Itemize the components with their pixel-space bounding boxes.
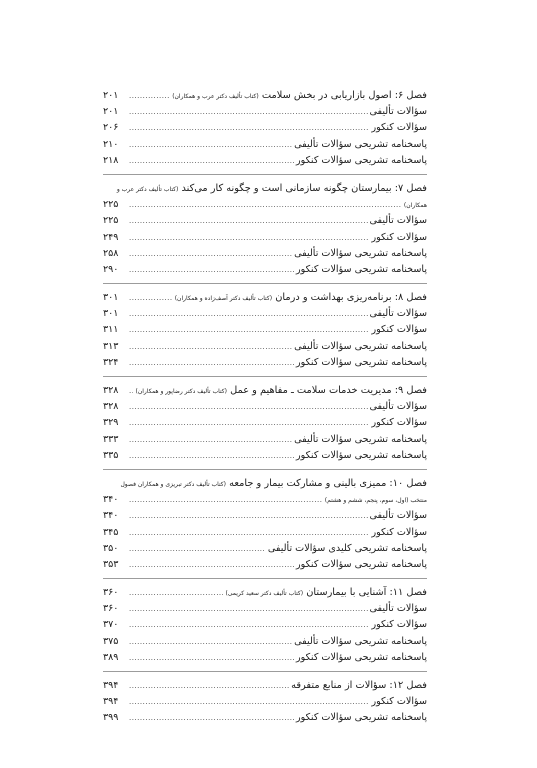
dot-leader bbox=[129, 525, 369, 541]
chapter-ch9 bbox=[103, 376, 427, 469]
toc-entry[interactable] bbox=[103, 617, 427, 633]
chapter-title-text: فصل ۶: اصول بازاریابی در بخش سلامت bbox=[261, 90, 427, 101]
toc-entry[interactable] bbox=[103, 432, 427, 448]
toc-entry[interactable] bbox=[103, 541, 427, 557]
chapter-source-note: (کتاب تألیف دکتر تبریزی و همکاران فصول bbox=[120, 480, 227, 488]
toc-entry[interactable] bbox=[103, 322, 427, 338]
chapter-title-text: فصل ۷: بیمارستان چگونه سازمانی است و چگونه کار می‌کند bbox=[181, 182, 427, 194]
page-number: ۳۰۱ bbox=[103, 308, 119, 320]
toc-entry[interactable] bbox=[103, 694, 427, 710]
chapter-title-text: فصل ۹: مدیریت خدمات سلامت ـ مفاهیم و عمل bbox=[230, 385, 427, 396]
page-number: ۲۱۰ bbox=[103, 138, 119, 150]
toc-entry-label: پاسخنامه تشریحی سؤالات تألیفی bbox=[294, 433, 427, 445]
toc-entry[interactable] bbox=[103, 120, 427, 136]
page-number: ۳۰۱ bbox=[103, 292, 119, 304]
page-number: ۳۳۳ bbox=[103, 433, 119, 445]
dot-leader bbox=[129, 678, 289, 694]
chapter-title-line[interactable] bbox=[103, 181, 427, 197]
dot-leader bbox=[129, 153, 294, 169]
chapter-title-line[interactable] bbox=[103, 88, 427, 104]
page-number: ۳۷۵ bbox=[103, 635, 119, 647]
page-number: ۲۰۱ bbox=[103, 106, 119, 118]
toc-entry[interactable] bbox=[103, 230, 427, 246]
toc-entry-label: سؤالات کنکور bbox=[371, 122, 427, 134]
chapter-title-continuation-line[interactable] bbox=[103, 492, 427, 508]
toc-entry-label: سؤالات تألیفی bbox=[369, 308, 427, 320]
dot-leader bbox=[129, 88, 170, 104]
toc-entry-label: پاسخنامه تشریحی سؤالات کنکور bbox=[296, 449, 427, 461]
toc-entry[interactable] bbox=[103, 601, 427, 617]
toc-entry-label: پاسخنامه تشریحی کلیدی سؤالات تألیفی bbox=[267, 542, 427, 554]
toc-entry[interactable] bbox=[103, 213, 427, 229]
page-number: ۳۴۵ bbox=[103, 526, 119, 538]
dot-leader bbox=[129, 650, 294, 666]
dot-leader bbox=[129, 399, 368, 415]
dot-leader bbox=[129, 601, 368, 617]
page-number: ۳۵۰ bbox=[103, 542, 119, 554]
page-number: ۲۲۵ bbox=[103, 215, 119, 227]
toc-entry[interactable] bbox=[103, 399, 427, 415]
toc-entry[interactable] bbox=[103, 137, 427, 153]
dot-leader bbox=[129, 104, 368, 120]
dot-leader bbox=[129, 197, 402, 213]
chapter-source-note-continuation: منتخب (اول، سوم، پنجم، ششم و هشتم) bbox=[324, 497, 427, 505]
chapter-ch10 bbox=[103, 469, 427, 578]
toc-entry-label: پاسخنامه تشریحی سؤالات تألیفی bbox=[294, 247, 427, 259]
page-number: ۳۵۳ bbox=[103, 558, 119, 570]
chapter-title bbox=[225, 585, 427, 601]
dot-leader bbox=[129, 339, 292, 355]
page-number: ۳۶۰ bbox=[103, 587, 119, 599]
table-of-contents bbox=[103, 88, 427, 732]
page-number: ۳۹۴ bbox=[103, 680, 119, 691]
dot-leader bbox=[129, 230, 369, 246]
page-number: ۳۴۰ bbox=[103, 510, 119, 522]
toc-entry[interactable] bbox=[103, 525, 427, 541]
toc-entry-label: سؤالات کنکور bbox=[371, 619, 427, 631]
toc-entry-label: سؤالات تألیفی bbox=[369, 401, 427, 413]
page-number: ۳۳۵ bbox=[103, 449, 119, 461]
toc-entry[interactable] bbox=[103, 448, 427, 464]
dot-leader bbox=[129, 617, 369, 633]
toc-entry[interactable] bbox=[103, 246, 427, 262]
toc-entry-label: سؤالات کنکور bbox=[371, 526, 427, 538]
dot-leader bbox=[129, 541, 266, 557]
dot-leader bbox=[129, 432, 292, 448]
chapter-ch7 bbox=[103, 174, 427, 283]
page-number: ۳۹۴ bbox=[103, 696, 119, 708]
page-number: ۳۱۳ bbox=[103, 340, 119, 352]
dot-leader bbox=[129, 262, 294, 278]
chapter-title-line[interactable] bbox=[103, 383, 427, 399]
toc-entry-label: پاسخنامه تشریحی سؤالات کنکور bbox=[296, 356, 427, 368]
toc-entry[interactable] bbox=[103, 339, 427, 355]
chapter-title-line[interactable] bbox=[103, 290, 427, 306]
page-number: ۳۸۹ bbox=[103, 651, 119, 663]
dot-leader bbox=[129, 448, 294, 464]
toc-entry-label: سؤالات تألیفی bbox=[369, 106, 427, 118]
page-number: ۳۲۸ bbox=[103, 385, 119, 396]
toc-entry[interactable] bbox=[103, 634, 427, 650]
dot-leader bbox=[129, 710, 294, 726]
toc-entry-label: پاسخنامه تشریحی سؤالات کنکور bbox=[296, 263, 427, 275]
page-number: ۳۲۴ bbox=[103, 356, 119, 368]
chapter-ch8 bbox=[103, 283, 427, 376]
page-number: ۳۲۹ bbox=[103, 417, 119, 429]
dot-leader bbox=[129, 213, 368, 229]
chapter-title bbox=[117, 181, 427, 197]
toc-entry-label: پاسخنامه تشریحی سؤالات کنکور bbox=[296, 651, 427, 663]
dot-leader bbox=[129, 415, 369, 431]
chapter-title-text: فصل ۱۱: آشنایی با بیمارستان bbox=[306, 587, 427, 599]
page-number: ۳۴۰ bbox=[103, 494, 119, 506]
page-number: ۳۱۱ bbox=[103, 324, 119, 336]
toc-entry-label: سؤالات کنکور bbox=[371, 696, 427, 708]
page-number: ۲۹۰ bbox=[103, 263, 119, 275]
chapter-title bbox=[135, 383, 427, 399]
dot-leader bbox=[129, 634, 292, 650]
dot-leader bbox=[129, 306, 368, 322]
toc-entry[interactable] bbox=[103, 415, 427, 431]
chapter-title bbox=[120, 476, 427, 492]
toc-entry-label: پاسخنامه تشریحی سؤالات کنکور bbox=[296, 712, 427, 724]
toc-entry[interactable] bbox=[103, 508, 427, 524]
chapter-ch12 bbox=[103, 671, 427, 732]
dot-leader bbox=[129, 492, 323, 508]
chapter-ch11 bbox=[103, 578, 427, 671]
chapter-title bbox=[175, 290, 427, 306]
chapter-source-note-continuation: همکاران) bbox=[403, 202, 427, 210]
toc-entry[interactable] bbox=[103, 104, 427, 120]
chapter-title-text: فصل ۸: برنامه‌ریزی بهداشت و درمان bbox=[275, 292, 427, 304]
chapter-title bbox=[291, 678, 427, 694]
toc-entry-label: پاسخنامه تشریحی سؤالات تألیفی bbox=[294, 138, 427, 150]
toc-entry[interactable] bbox=[103, 153, 427, 169]
page-number: ۲۰۱ bbox=[103, 90, 119, 101]
page-number: ۳۲۸ bbox=[103, 401, 119, 413]
toc-entry[interactable] bbox=[103, 557, 427, 573]
toc-entry-label: پاسخنامه تشریحی سؤالات تألیفی bbox=[294, 635, 427, 647]
chapter-title-line[interactable] bbox=[103, 678, 427, 694]
dot-leader bbox=[129, 246, 292, 262]
dot-leader bbox=[129, 508, 368, 524]
chapter-title bbox=[172, 88, 427, 104]
chapter-source-note: (کتاب تألیف دکتر عرب و همکاران) bbox=[172, 93, 259, 100]
dot-leader bbox=[129, 557, 294, 573]
chapter-ch6 bbox=[103, 88, 427, 174]
toc-entry-label: پاسخنامه تشریحی سؤالات تألیفی bbox=[294, 340, 427, 352]
chapter-title-line[interactable] bbox=[103, 476, 427, 492]
dot-leader bbox=[129, 322, 369, 338]
toc-entry[interactable] bbox=[103, 710, 427, 726]
page-number: ۲۰۶ bbox=[103, 122, 119, 134]
toc-entry-label: سؤالات کنکور bbox=[371, 324, 427, 336]
dot-leader bbox=[129, 585, 223, 601]
page-number: ۳۷۰ bbox=[103, 619, 119, 631]
toc-entry[interactable] bbox=[103, 355, 427, 371]
chapter-source-note: (کتاب تألیف دکتر عرب و bbox=[116, 185, 179, 193]
chapter-title-continuation-line[interactable] bbox=[103, 197, 427, 213]
page-number: ۲۲۵ bbox=[103, 199, 119, 211]
dot-leader bbox=[129, 290, 173, 306]
chapter-title-line[interactable] bbox=[103, 585, 427, 601]
chapter-title-text: فصل ۱۲: سؤالات از منابع متفرقه bbox=[291, 680, 427, 691]
dot-leader bbox=[129, 120, 369, 136]
toc-entry-label: سؤالات تألیفی bbox=[369, 215, 427, 227]
chapter-source-note: (کتاب تألیف دکتر رضاپور و همکاران) bbox=[135, 388, 227, 395]
dot-leader bbox=[129, 355, 294, 371]
toc-entry-label: پاسخنامه تشریحی سؤالات کنکور bbox=[296, 154, 427, 166]
page-number: ۲۴۹ bbox=[103, 231, 119, 243]
toc-entry-label: سؤالات کنکور bbox=[371, 417, 427, 429]
toc-entry-label: پاسخنامه تشریحی سؤالات کنکور bbox=[296, 558, 427, 570]
page-number: ۳۹۹ bbox=[103, 712, 119, 724]
toc-entry[interactable] bbox=[103, 306, 427, 322]
page-number: ۲۵۸ bbox=[103, 247, 119, 259]
dot-leader bbox=[129, 137, 292, 153]
toc-entry-label: سؤالات کنکور bbox=[371, 231, 427, 243]
dot-leader bbox=[129, 694, 369, 710]
page-number: ۲۱۸ bbox=[103, 154, 119, 166]
chapter-source-note: (کتاب تألیف دکتر آصف‌زاده و همکاران) bbox=[174, 295, 273, 303]
toc-entry-label: سؤالات تألیفی bbox=[369, 603, 427, 615]
dot-leader bbox=[129, 383, 133, 399]
toc-entry[interactable] bbox=[103, 650, 427, 666]
toc-entry[interactable] bbox=[103, 262, 427, 278]
chapter-title-text: فصل ۱۰: ممیزی بالینی و مشارکت بیمار و جامعه bbox=[229, 477, 427, 489]
chapter-source-note: (کتاب تألیف دکتر سعید کریمی) bbox=[225, 590, 304, 598]
toc-entry-label: سؤالات تألیفی bbox=[369, 510, 427, 522]
page-number: ۳۶۰ bbox=[103, 603, 119, 615]
